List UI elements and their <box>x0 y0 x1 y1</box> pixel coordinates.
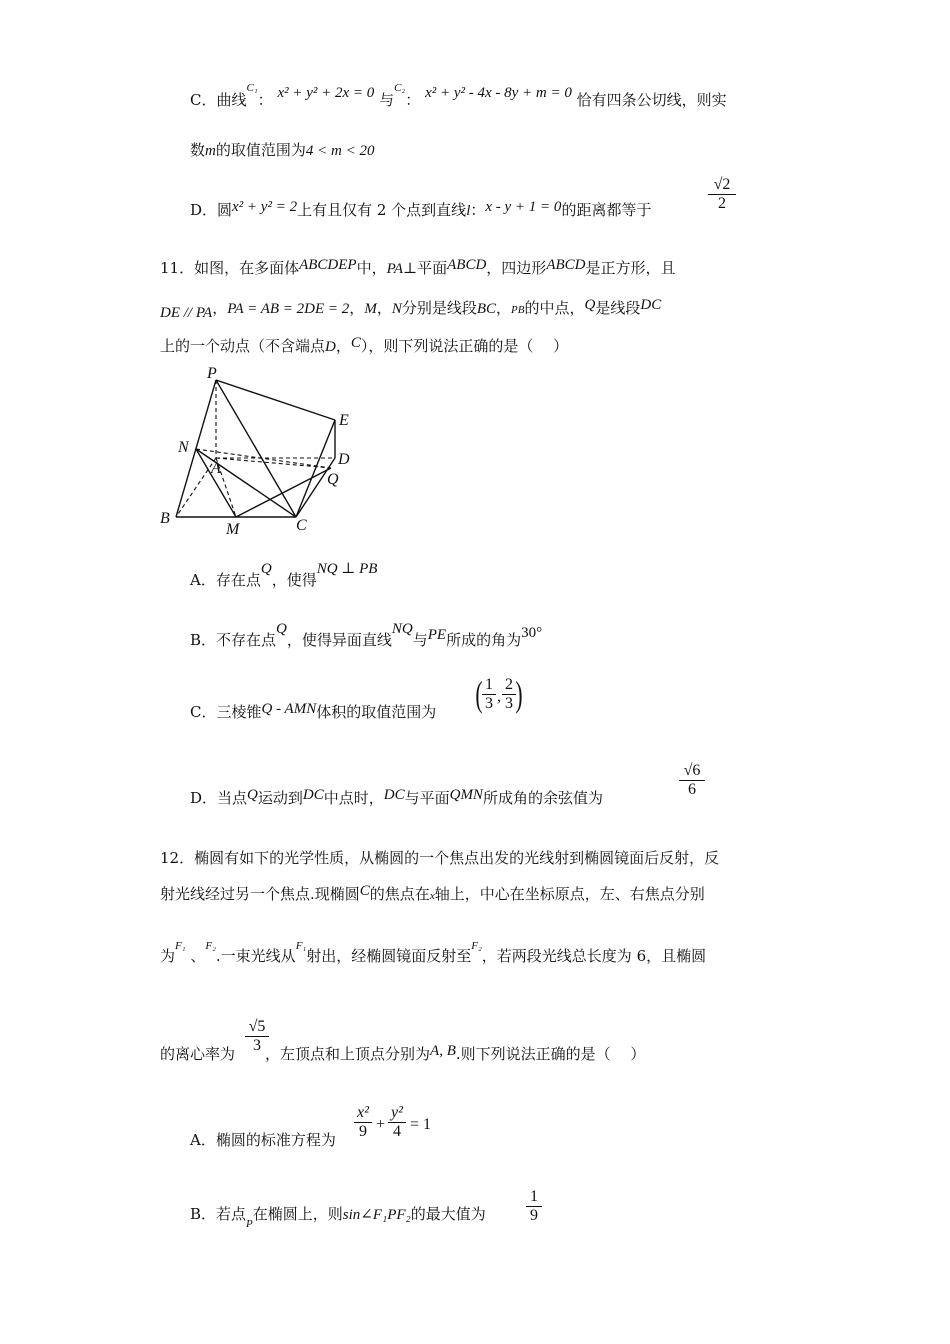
label-N: N <box>178 439 189 456</box>
label-A: A <box>211 460 221 477</box>
q10-option-d: D．圆x² + y² = 2上有且仅有 2 个点到直线l：x - y + 1 = 0的距离都等于 <box>190 199 652 219</box>
q10-option-c-line1: C．曲线$^{C_1}$： x² + y² + 2x = 0 与$^{C_2}$： x² + y² - 4x - 8y + m = 0 恰有四条公切线，则实 <box>190 82 727 109</box>
label-P: P <box>207 365 217 382</box>
q10-c2: C₂ <box>394 82 406 94</box>
q12-b-fraction: $\frac{1}{9}$ <box>526 1188 542 1225</box>
label-B: B <box>160 510 170 527</box>
edge-MQ <box>236 468 331 517</box>
q10-c1: C₁ <box>246 82 258 94</box>
q12-a-equation: $\frac{\text{x²}}{9}$ + $\frac{\text{y²}}{4}$ = 1 <box>354 1104 444 1148</box>
label-Q: Q <box>327 471 339 488</box>
q12-option-b: B．若点$_P$在椭圆上，则sin∠F₁PF₂的最大值为 <box>190 1205 486 1230</box>
edge-AB <box>176 458 216 517</box>
q11-stem-line3: 上的一个动点（不含端点D，C），则下列说法正确的是（ ） <box>160 335 569 355</box>
q12-stem-line4: 的离心率为 ，左顶点和上顶点分别为A, B.则下列说法正确的是（ ） <box>160 1043 646 1063</box>
q11-option-d: D．当点Q运动到DC中点时，DC与平面QMN所成角的余弦值为 <box>190 787 603 807</box>
q12-stem-line2: 射光线经过另一个焦点.现椭圆C的焦点在x轴上，中心在坐标原点，左、右焦点分别 <box>160 883 705 903</box>
edge-PC <box>216 380 296 517</box>
q10-eq2: x² + y² - 4x - 8y + m = 0 <box>425 85 572 101</box>
label-C: C <box>296 517 307 534</box>
label-E: E <box>339 412 349 429</box>
label-M: M <box>226 521 240 538</box>
q10-range: 4 < m < 20 <box>305 143 375 159</box>
q12-stem-line1: 12．椭圆有如下的光学性质，从椭圆的一个焦点出发的光线射到椭圆镜面后反射，反 <box>160 849 720 867</box>
q11-stem-line1: 11．如图，在多面体ABCDEP中，PA⊥平面ABCD，四边形ABCD是正方形，且 <box>160 257 676 277</box>
q12-option-a: A．椭圆的标准方程为 <box>190 1131 336 1149</box>
label-D: D <box>338 451 350 468</box>
q11-option-a: A．存在点Q，使得NQ ⊥ PB <box>190 561 378 589</box>
q11-stem-line2: DE // PA，PA = AB = 2DE = 2，M，N分别是线段BC，PB的中点，Q是线段DC <box>160 297 662 321</box>
q12-stem-line3: 为$^{F_1}$ 、$^{F_2}$.一束光线从$^{F_1}$射出，经椭圆镜面反射至$^{F_2}$，若两段光线总长度为 6，且椭圆 <box>160 940 707 965</box>
edge-PE <box>216 380 335 420</box>
q10-eq1: x² + y² + 2x = 0 <box>277 85 375 101</box>
q11-d-fraction: $\frac{√6}{6}$ <box>679 762 705 799</box>
q11-c-interval: ( $\frac{1}{3}$ , $\frac{2}{3}$ ) <box>475 674 523 714</box>
q10-d-fraction: $\frac{√2}{2}$ <box>708 176 736 213</box>
q11-option-c: C．三棱锥Q - AMN体积的取值范围为 <box>190 701 437 721</box>
q10-option-c-line2: 数m的取值范围为4 < m < 20 <box>190 141 375 159</box>
q11-option-b: B．不存在点Q，使得异面直线NQ与PE所成的角为30° <box>190 621 543 649</box>
q12-eccentricity-fraction: $\frac{√5}{3}$ <box>245 1018 269 1055</box>
polyhedron-figure <box>150 360 370 540</box>
